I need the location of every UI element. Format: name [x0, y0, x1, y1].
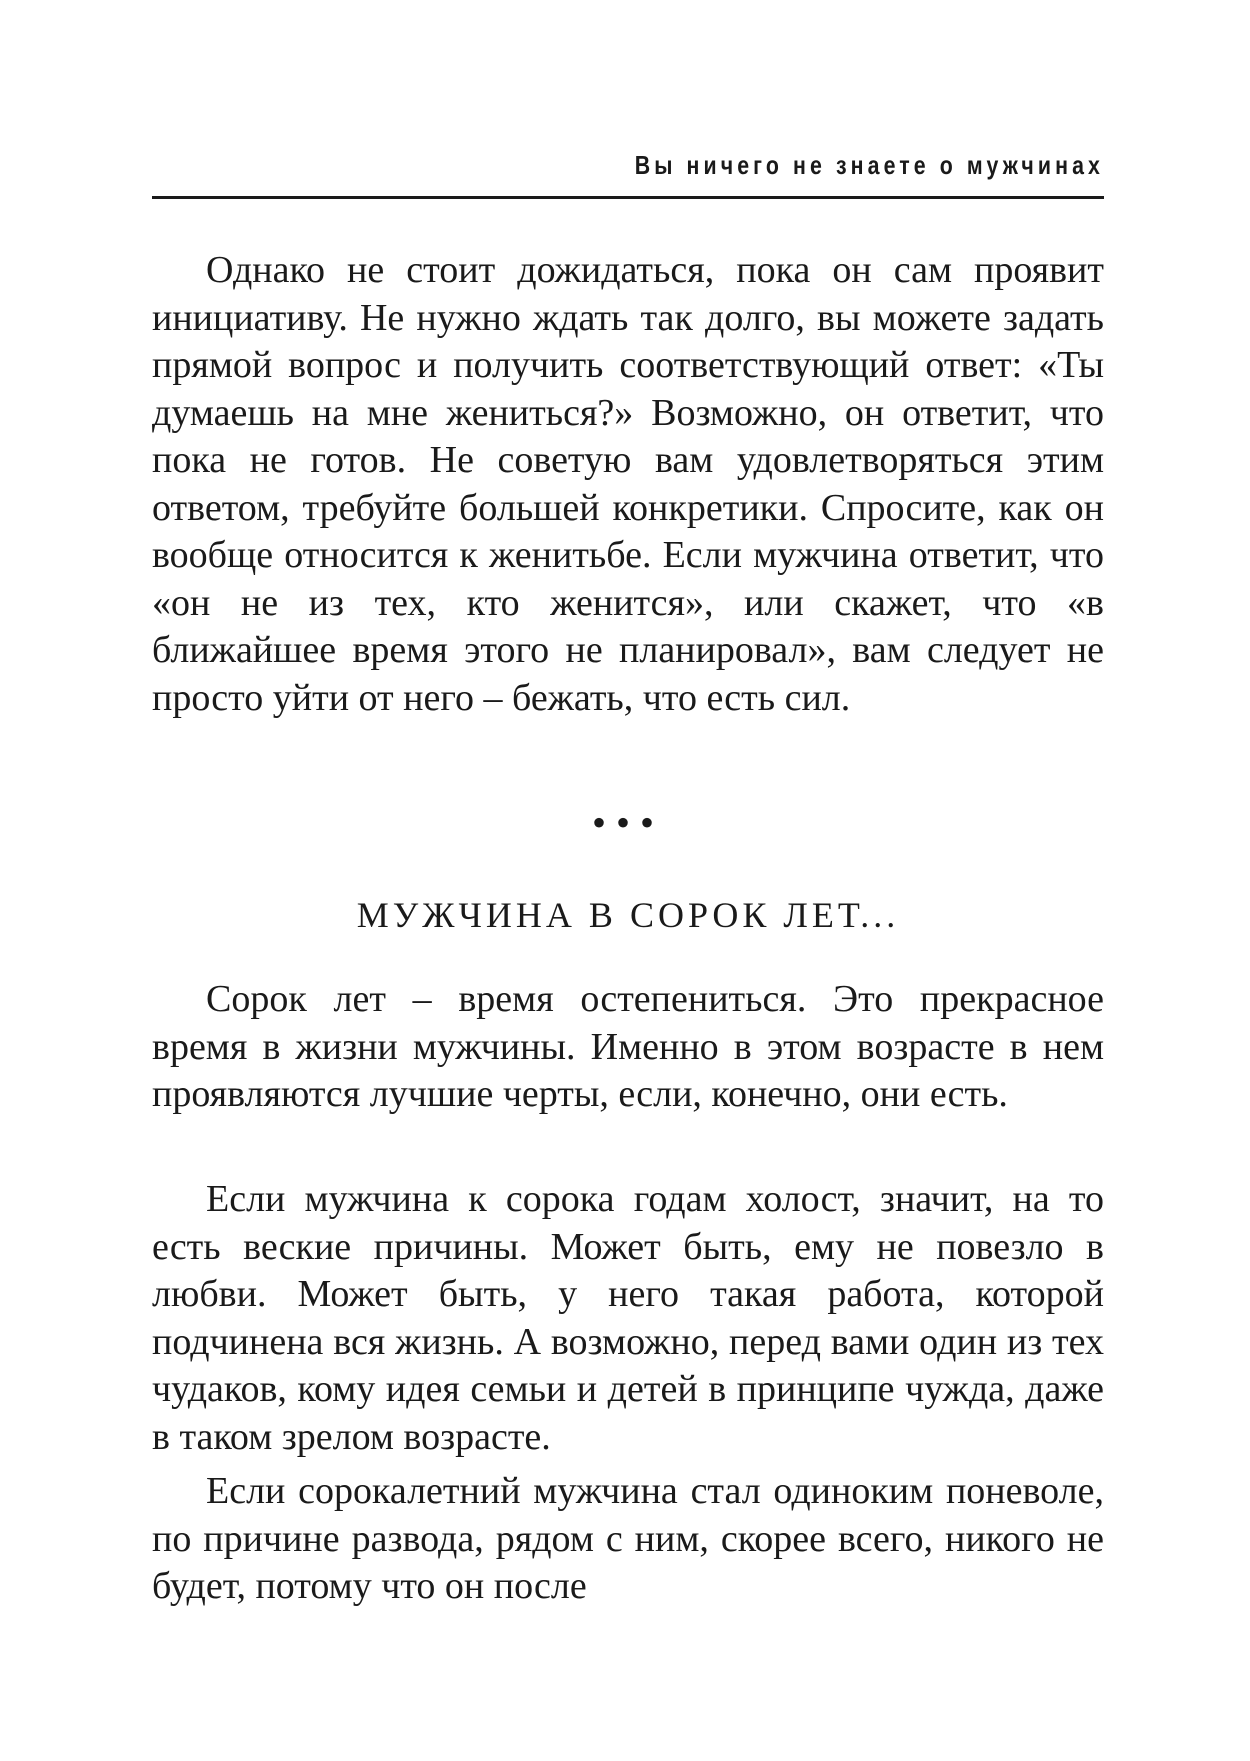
paragraph-1: Однако не стоит дожидаться, пока он сам проявит инициативу. Не нужно ждать так долго, вы можете задать прямой вопрос и получить соответствующий ответ: «Ты думаешь на мне жениться?» Возможно, он ответит, что пока не готов. Не советую вам удовлетворяться этим ответом, требуйте большей конкретики. Спросите, как он вообще относится к женитьбе. Если мужчина ответит, что «он не из тех, кто женится», или скажет, что «в ближайшее время этого не планировал», вам следует не просто уйти от него – бежать, что есть сил.	[152, 249, 1104, 719]
running-head: Вы ничего не знаете о мужчинах	[634, 150, 1104, 180]
book-page	[152, 0, 1104, 1761]
section-title: МУЖЧИНА В СОРОК ЛЕТ...	[356, 895, 900, 935]
section-separator-ornament: •••	[591, 800, 664, 845]
paragraph-3: Если мужчина к сорока годам холост, значит, на то есть веские причины. Может быть, ему не повезло в любви. Может быть, у него такая работа, которой подчинена вся жизнь. А возможно, перед вами один из тех чудаков, кому идея семьи и детей в принципе чужда, даже в таком зрелом возрасте.	[152, 1178, 1104, 1458]
header-rule	[152, 196, 1104, 199]
paragraph-2: Сорок лет – время остепениться. Это прекрасное время в жизни мужчины. Именно в этом возрасте в нем проявляются лучшие черты, если, конечно, они есть.	[152, 978, 1104, 1115]
paragraph-4: Если сорокалетний мужчина стал одиноким поневоле, по причине развода, рядом с ним, скорее всего, никого не будет, потому что он после	[152, 1470, 1104, 1607]
